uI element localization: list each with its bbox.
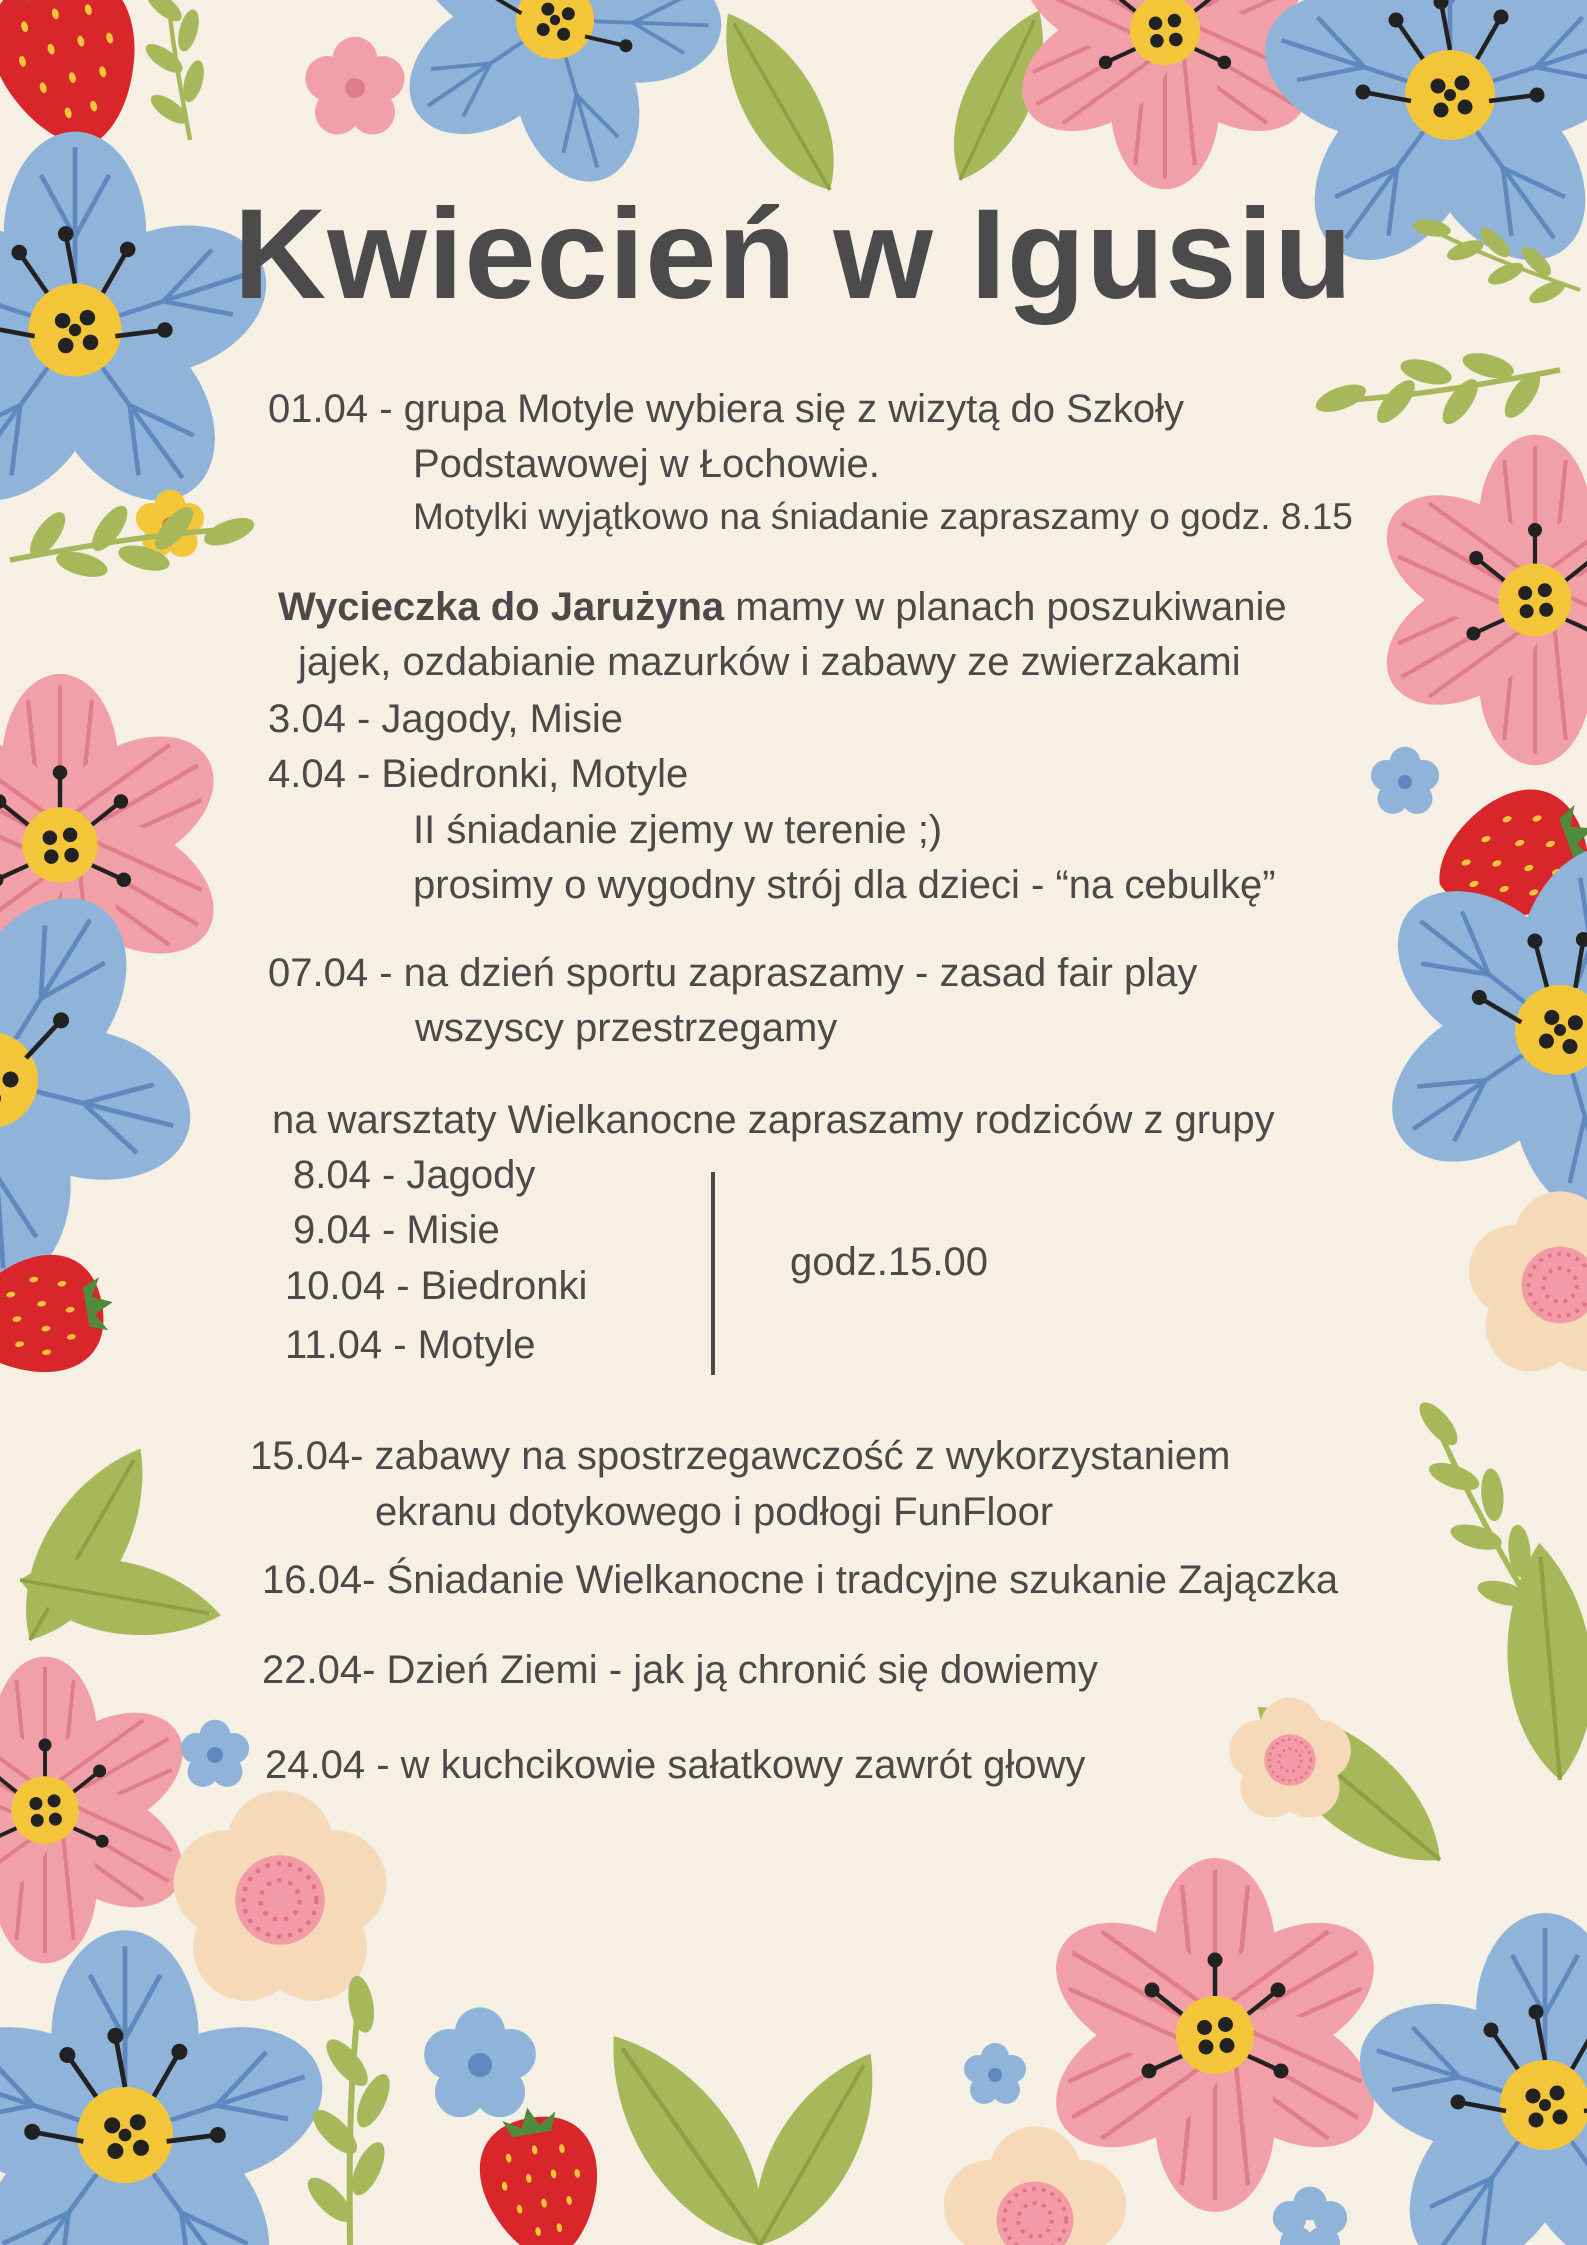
trip-date-03-04: 3.04 - Jagody, Misie <box>268 697 623 741</box>
event-15-04-line-1: 15.04- zabawy na spostrzegawczość z wykorzystaniem <box>250 1434 1231 1478</box>
event-15-04-line-2: ekranu dotykowego i podłogi FunFloor <box>375 1490 1054 1534</box>
sport-line-2: wszyscy przestrzegamy <box>415 1006 838 1050</box>
event-22-04: 22.04- Dzień Ziemi - jak ją chronić się dowiemy <box>262 1648 1098 1692</box>
event-01-04-line-2: Podstawowej w Łochowie. <box>413 442 880 486</box>
trip-note-2: prosimy o wygodny strój dla dzieci - “na cebulkę” <box>413 863 1276 907</box>
workshop-intro: na warsztaty Wielkanocne zapraszamy rodziców z grupy <box>272 1098 1275 1142</box>
trip-note-1: II śniadanie zjemy w terenie ;) <box>413 808 943 852</box>
event-16-04: 16.04- Śniadanie Wielkanocne i tradcyjne szukanie Zajączka <box>262 1558 1339 1602</box>
workshop-group-jagody: 8.04 - Jagody <box>293 1153 536 1197</box>
trip-line-1 <box>278 583 1287 631</box>
trip-line-2: jajek, ozdabianie mazurków i zabawy ze zwierzakami <box>298 640 1241 684</box>
workshop-group-motyle: 11.04 - Motyle <box>285 1323 536 1367</box>
page-title: Kwiecień w Igusiu <box>233 183 1354 326</box>
event-24-04: 24.04 - w kuchcikowie sałatkowy zawrót głowy <box>265 1743 1086 1787</box>
trip-title: Wycieczka do Jarużyna <box>278 585 725 629</box>
workshop-group-misie: 9.04 - Misie <box>293 1208 500 1252</box>
workshop-group-biedronki: 10.04 - Biedronki <box>285 1264 588 1308</box>
workshop-divider <box>711 1172 715 1375</box>
event-01-04-line-1: 01.04 - grupa Motyle wybiera się z wizytą do Szkoły <box>268 387 1184 431</box>
trip-line-1-rest: mamy w planach poszukiwanie <box>724 585 1287 629</box>
trip-date-04-04: 4.04 - Biedronki, Motyle <box>268 752 689 796</box>
workshop-time: godz.15.00 <box>790 1240 988 1284</box>
sport-line-1: 07.04 - na dzień sportu zapraszamy - zasad fair play <box>268 951 1198 995</box>
event-01-04-line-3: Motylki wyjątkowo na śniadanie zapraszamy o godz. 8.15 <box>413 496 1353 537</box>
